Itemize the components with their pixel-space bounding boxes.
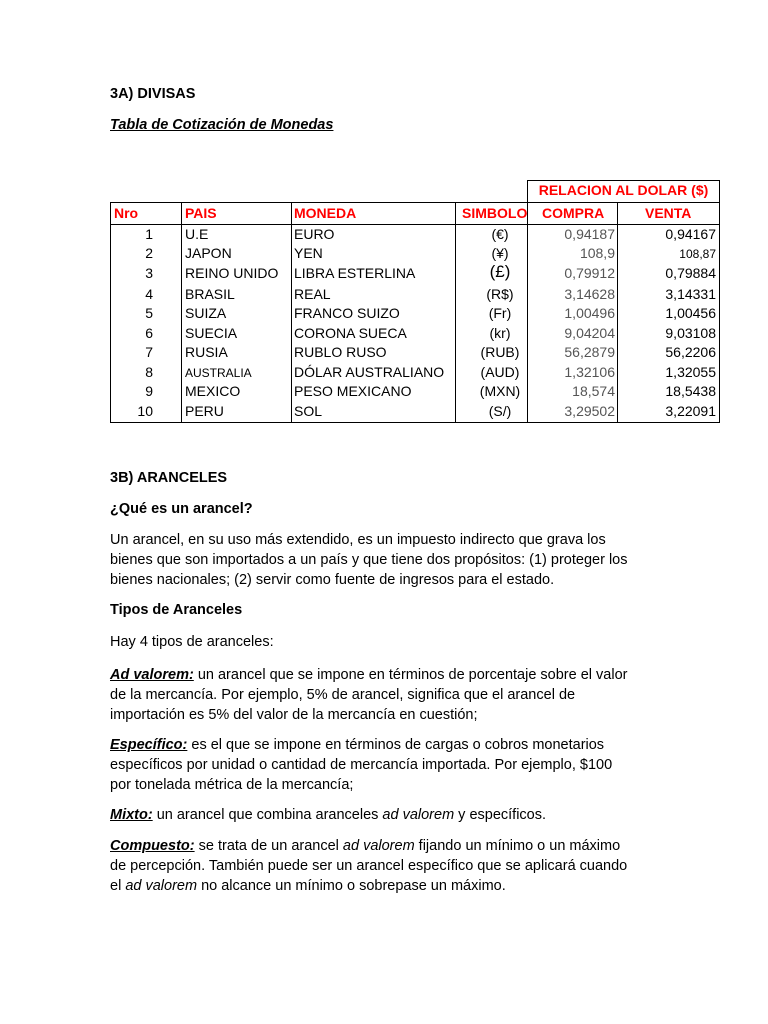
section-a-title: 3A) DIVISAS: [110, 86, 196, 102]
compuesto-text-end: no alcance un mínimo o sobrepase un máximo.: [197, 878, 506, 894]
compuesto-paragraph: [110, 836, 630, 896]
cell-nro: 9: [145, 383, 153, 399]
cell-venta: 9,03108: [665, 325, 716, 341]
question-heading: ¿Qué es un arancel?: [110, 501, 253, 517]
col-header-pais: PAIS: [185, 205, 217, 221]
ad-valorem-term: Ad valorem:: [110, 667, 194, 683]
compuesto-text: se trata de un arancel: [194, 838, 343, 854]
table-row: [110, 325, 718, 344]
table-row: [110, 383, 718, 402]
cell-compra: 9,04204: [564, 325, 615, 341]
table-row: [110, 226, 718, 245]
table-row: [110, 344, 718, 363]
cell-simbolo: (MXN): [479, 383, 521, 399]
mixto-text-end: y específicos.: [454, 807, 547, 823]
cell-nro: 5: [145, 305, 153, 321]
compuesto-italic-2: ad valorem: [125, 878, 198, 894]
cell-moneda: PESO MEXICANO: [294, 383, 412, 399]
cell-simbolo: (Fr): [488, 305, 512, 321]
cell-nro: 2: [145, 245, 153, 261]
table-title: Tabla de Cotización de Monedas: [110, 117, 334, 133]
types-intro: Hay 4 tipos de aranceles:: [110, 634, 274, 650]
col-header-nro: Nro: [114, 205, 139, 221]
cell-nro: 1: [145, 226, 153, 242]
cell-pais: JAPON: [185, 245, 232, 261]
cell-moneda: DÓLAR AUSTRALIANO: [294, 364, 445, 380]
cell-pais: U.E: [185, 226, 209, 242]
cell-simbolo: (¥): [491, 245, 509, 261]
cell-simbolo: (kr): [489, 325, 511, 341]
table-row: [110, 262, 718, 284]
cell-pais: PERU: [185, 403, 224, 419]
cell-moneda: EURO: [294, 226, 335, 242]
cell-venta: 1,32055: [665, 364, 716, 380]
cell-nro: 7: [145, 344, 153, 360]
cell-simbolo: (€): [491, 226, 509, 242]
cell-venta: 0,79884: [665, 265, 716, 281]
col-header-simbolo: SIMBOLO: [462, 205, 528, 221]
table-row: [110, 305, 718, 324]
cell-simbolo: (£): [489, 262, 511, 281]
cell-compra: 3,14628: [564, 286, 615, 302]
col-header-compra: COMPRA: [542, 205, 605, 221]
cell-pais: MEXICO: [185, 383, 241, 399]
cell-simbolo: (S/): [488, 403, 512, 419]
cell-compra: 108,9: [579, 245, 615, 261]
definition-paragraph: Un arancel, en su uso más extendido, es un impuesto indirecto que grava los bienes que son importados a un país y que tiene dos propósitos: (1) proteger los bienes nacionales; (2) servir como fuente de ingresos para el estado.: [110, 532, 628, 588]
especifico-paragraph: [110, 735, 630, 795]
table-row: [110, 403, 718, 422]
cell-venta: 0,94167: [665, 226, 716, 242]
cell-venta: 18,5438: [665, 383, 716, 399]
cell-venta: 3,22091: [665, 403, 716, 419]
group-header: RELACION AL DOLAR ($): [538, 182, 709, 198]
especifico-text: es el que se impone en términos de cargas o cobros monetarios específicos por unidad o cantidad de mercancía importada. Por ejemplo, $100 por tonelada métrica de la mercancía;: [110, 737, 613, 793]
cell-nro: 6: [145, 325, 153, 341]
table-row: [110, 286, 718, 305]
col-header-venta: VENTA: [645, 205, 692, 221]
especifico-term: Específico:: [110, 737, 188, 753]
cell-moneda: LIBRA ESTERLINA: [294, 265, 416, 281]
cell-simbolo: (R$): [486, 286, 514, 302]
ad-valorem-paragraph: [110, 665, 630, 725]
cell-pais: SUIZA: [185, 305, 227, 321]
cell-moneda: FRANCO SUIZO: [294, 305, 400, 321]
cell-nro: 4: [145, 286, 153, 302]
compuesto-text-mid: fijando un mínimo o un máximo de percepción. También puede ser un arancel específico que se aplicará cuando el: [110, 838, 628, 894]
cell-compra: 56,2879: [564, 344, 615, 360]
cell-pais: AUSTRALIA: [185, 366, 252, 380]
cell-compra: 18,574: [572, 383, 615, 399]
section-b-title: 3B) ARANCELES: [110, 470, 228, 486]
mixto-italic: ad valorem: [382, 807, 455, 823]
cell-compra: 1,00496: [564, 305, 615, 321]
cell-compra: 0,79912: [564, 265, 615, 281]
cell-compra: 3,29502: [564, 403, 615, 419]
cell-venta: 56,2206: [665, 344, 716, 360]
cell-moneda: RUBLO RUSO: [294, 344, 387, 360]
cell-simbolo: (RUB): [480, 344, 520, 360]
cell-venta: 108,87: [679, 247, 716, 261]
cell-nro: 8: [145, 364, 153, 380]
cell-pais: SUECIA: [185, 325, 238, 341]
mixto-text: un arancel que combina aranceles: [152, 807, 383, 823]
cell-nro: 10: [137, 403, 153, 419]
mixto-paragraph: [110, 805, 630, 825]
cell-venta: 3,14331: [665, 286, 716, 302]
compuesto-italic: ad valorem: [342, 838, 415, 854]
cell-moneda: YEN: [294, 245, 323, 261]
cell-compra: 0,94187: [564, 226, 615, 242]
compuesto-term: Compuesto:: [110, 838, 195, 854]
cell-moneda: REAL: [294, 286, 331, 302]
table-row: [110, 364, 718, 383]
table-row: [110, 245, 718, 264]
cell-simbolo: (AUD): [480, 364, 520, 380]
mixto-term: Mixto:: [110, 807, 153, 823]
cell-pais: BRASIL: [185, 286, 235, 302]
cell-moneda: CORONA SUECA: [294, 325, 407, 341]
types-heading: Tipos de Aranceles: [110, 602, 243, 618]
currency-table: [110, 180, 720, 424]
cell-moneda: SOL: [294, 403, 323, 419]
cell-compra: 1,32106: [564, 364, 615, 380]
cell-pais: REINO UNIDO: [185, 265, 279, 281]
col-header-moneda: MONEDA: [294, 205, 357, 221]
ad-valorem-text: un arancel que se impone en términos de porcentaje sobre el valor de la mercancía. Por ejemplo, 5% de arancel, significa que el arancel de importación es 5% del valor de la mercancía en cuestión;: [110, 667, 628, 723]
cell-venta: 1,00456: [665, 305, 716, 321]
cell-nro: 3: [145, 265, 153, 281]
cell-pais: RUSIA: [185, 344, 228, 360]
